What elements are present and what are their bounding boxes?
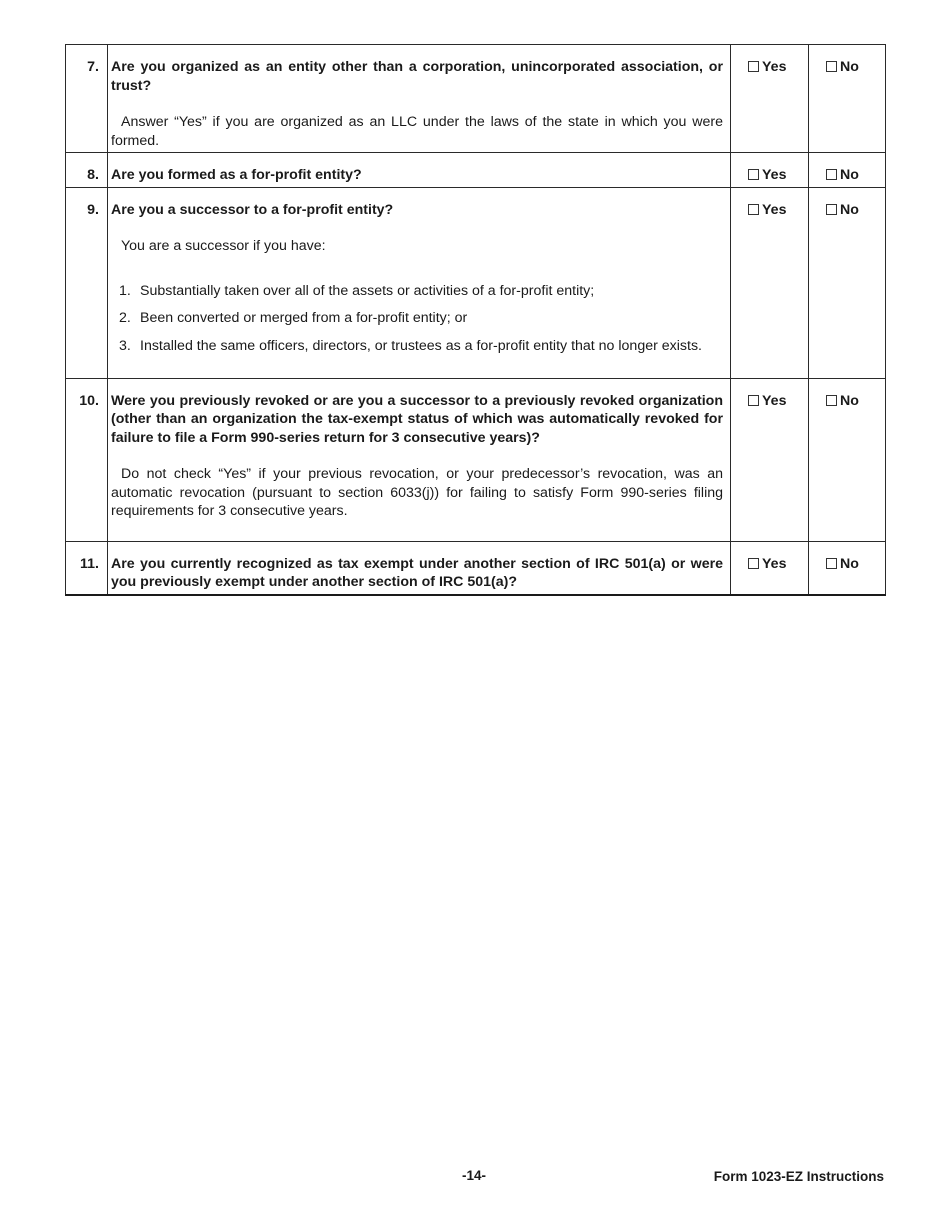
question-row-11 (66, 541, 886, 595)
yes-option[interactable] (731, 45, 809, 153)
question-note: You are a successor if you have: (121, 238, 326, 254)
question-row-10 (66, 378, 886, 541)
no-label: No (840, 201, 859, 218)
question-number: 10. (66, 378, 108, 541)
question-cell (108, 378, 731, 541)
no-checkbox[interactable] (826, 558, 837, 569)
no-checkbox[interactable] (826, 204, 837, 215)
question-text: Are you a successor to a for-profit entity? (111, 201, 394, 218)
no-option[interactable] (809, 378, 886, 541)
yes-option[interactable] (731, 187, 809, 378)
no-option[interactable] (809, 153, 886, 188)
list-item-index: 2. (119, 310, 131, 326)
question-number: 11. (66, 541, 108, 595)
yes-label: Yes (762, 392, 787, 409)
question-row-9 (66, 187, 886, 378)
no-label: No (840, 392, 859, 409)
question-number: 9. (66, 187, 108, 378)
list-item-index: 1. (119, 282, 131, 299)
list-item (111, 309, 723, 328)
question-text: Were you previously revoked or are you a successor to a previously revoked organization (other than an organization the tax-exempt status of which was automatically revoked for failure to file a Form 990-series return for 3 consecutive years)? (111, 392, 723, 446)
yes-label: Yes (762, 201, 787, 218)
list-item-index: 3. (119, 337, 131, 354)
list-item (111, 337, 723, 356)
yes-checkbox[interactable] (748, 204, 759, 215)
question-row-7 (66, 45, 886, 153)
yes-checkbox[interactable] (748, 61, 759, 72)
no-option[interactable] (809, 541, 886, 595)
yes-option[interactable] (731, 378, 809, 541)
question-row-8 (66, 153, 886, 188)
no-label: No (840, 555, 859, 572)
question-text: Are you formed as a for-profit entity? (111, 167, 362, 183)
question-number: 8. (66, 153, 108, 188)
yes-checkbox[interactable] (748, 558, 759, 569)
page-number: -14- (462, 1168, 487, 1183)
no-checkbox[interactable] (826, 61, 837, 72)
list-item-text: Installed the same officers, directors, or trustees as a for-profit entity that no longer exists. (140, 337, 702, 354)
yes-option[interactable] (731, 541, 809, 595)
list-item (111, 282, 723, 301)
no-option[interactable] (809, 45, 886, 153)
no-label: No (840, 167, 859, 183)
question-cell (108, 541, 731, 595)
yes-checkbox[interactable] (748, 395, 759, 406)
question-number: 7. (66, 45, 108, 153)
no-checkbox[interactable] (826, 395, 837, 406)
question-text: Are you currently recognized as tax exempt under another section of IRC 501(a) or were you previously exempt under another section of IRC 501(a)? (111, 555, 723, 590)
yes-label: Yes (762, 167, 787, 183)
yes-label: Yes (762, 59, 787, 75)
successor-criteria-list (111, 282, 723, 356)
list-item-text: Substantially taken over all of the assets or activities of a for-profit entity; (140, 282, 595, 299)
question-note: Do not check “Yes” if your previous revocation, or your predecessor’s revocation, was an automatic revocation (pursuant to section 6033(j)) for failing to satisfy Form 990-series filing requirements for 3 consecutive years. (111, 466, 723, 519)
question-cell (108, 45, 731, 153)
no-checkbox[interactable] (826, 169, 837, 180)
question-note: Answer “Yes” if you are organized as an LLC under the laws of the state in which you were formed. (111, 114, 723, 149)
list-item-text: Been converted or merged from a for-profit entity; or (140, 310, 468, 326)
questions-table (65, 44, 886, 596)
question-cell (108, 153, 731, 188)
yes-checkbox[interactable] (748, 169, 759, 180)
question-cell (108, 187, 731, 378)
question-text: Are you organized as an entity other than a corporation, unincorporated association, or trust? (111, 59, 723, 94)
yes-option[interactable] (731, 153, 809, 188)
no-label: No (840, 59, 859, 75)
no-option[interactable] (809, 187, 886, 378)
form-name: Form 1023-EZ Instructions (713, 1169, 884, 1184)
yes-label: Yes (762, 555, 787, 572)
